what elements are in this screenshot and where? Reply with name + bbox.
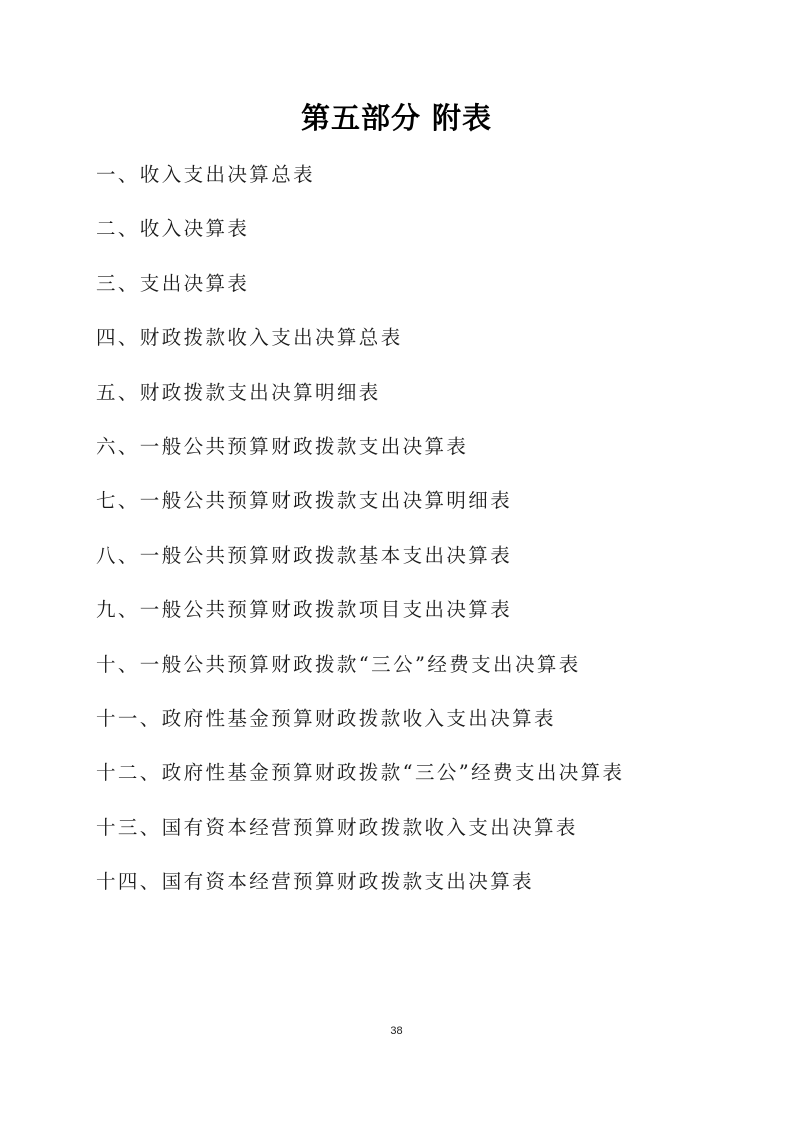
- appendix-item-14: 十四、国有资本经营预算财政拨款支出决算表: [96, 870, 535, 894]
- appendix-item-9: 九、一般公共预算财政拨款项目支出决算表: [96, 598, 513, 622]
- appendix-item-6: 六、一般公共预算财政拨款支出决算表: [96, 434, 469, 458]
- appendix-item-10: 十、一般公共预算财政拨款“三公”经费支出决算表: [96, 652, 581, 676]
- appendix-item-13: 十三、国有资本经营预算财政拨款收入支出决算表: [96, 815, 578, 839]
- appendix-item-11: 十一、政府性基金预算财政拨款收入支出决算表: [96, 706, 556, 730]
- page-title: 第五部分 附表: [300, 101, 493, 135]
- appendix-item-3: 三、支出决算表: [96, 271, 250, 295]
- appendix-item-5: 五、财政拨款支出决算明细表: [96, 380, 381, 404]
- appendix-item-12: 十二、政府性基金预算财政拨款“三公”经费支出决算表: [96, 761, 625, 785]
- appendix-item-1: 一、收入支出决算总表: [96, 163, 316, 186]
- appendix-list: [96, 160, 624, 921]
- appendix-item-7: 七、一般公共预算财政拨款支出决算明细表: [96, 489, 513, 513]
- appendix-item-8: 八、一般公共预算财政拨款基本支出决算表: [96, 543, 513, 567]
- appendix-item-2: 二、收入决算表: [96, 217, 250, 241]
- appendix-item-4: 四、财政拨款收入支出决算总表: [96, 326, 403, 350]
- page-number: 38: [390, 1025, 403, 1037]
